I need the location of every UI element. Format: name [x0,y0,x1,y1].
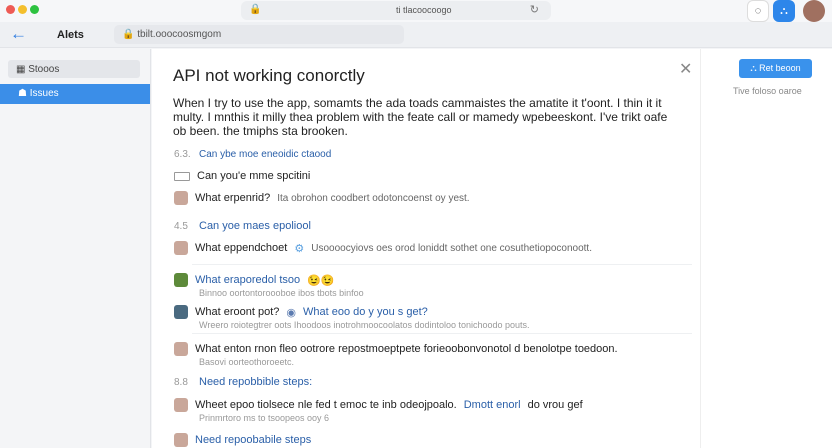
avatar [174,305,188,319]
comment[interactable] [174,305,428,319]
back-arrow-icon[interactable]: ← [10,24,27,43]
url-text: ti tlacoocoogo [396,5,452,15]
item-number: 4.5 [174,220,188,232]
item-text: Need repobbible steps: [199,376,313,388]
item-text: Can yoe maes epoliool [199,220,311,232]
avatar[interactable] [803,0,825,22]
comment[interactable] [174,273,335,287]
user-icon: ◉ [286,306,296,319]
divider [192,333,692,334]
issue-body: When I try to use the app, somamts the ada toads cammaistes the amatite it t'oont. I thin it it multy. I mnthis it milly thea problem with the feate call or mamedy wpebeeskont. I've trikt oafe ob been. the tmiphs sta brooken. [173,96,668,138]
minimize-window-button[interactable] [18,5,27,14]
sidebar-item-label: Stooos [28,64,60,75]
comment-text: Wheet epoo tiolsece nle fed t emoc te inb odeojpoalo. [195,399,457,411]
comment-meta: Ita obrohon coodbert odotoncoenst oy yest. [277,192,470,204]
sidebar-item-issues[interactable]: ☗ Issues [0,84,150,104]
comment[interactable] [174,241,592,255]
comment-link[interactable]: Dmott enorl [463,399,521,411]
comment[interactable] [174,433,311,447]
close-window-button[interactable] [6,5,15,14]
item-text: Can you'e mme spcitini [197,170,311,182]
issue-title: API not working conorctly [173,66,365,85]
comment[interactable] [174,398,583,412]
maximize-window-button[interactable] [30,5,39,14]
button-label: Ret beoon [759,63,801,73]
avatar [174,342,188,356]
comment-link[interactable]: What eoo do y you s get? [303,306,428,318]
avatar [174,191,188,205]
comment-subtext: Binnoo oortontoroooboe ibos tbots binfoo [199,288,364,298]
reload-icon[interactable]: ↻ [529,4,539,16]
comment[interactable] [174,342,618,356]
sidebar-item-stooos[interactable]: ▦ Stooos [8,60,140,78]
right-panel-subtext: Tive foloso oaroe [733,86,802,96]
close-icon[interactable]: ✕ [679,61,693,78]
comment-text: What erpenrid? [195,192,271,204]
share-icon[interactable]: ⛬ [773,0,795,22]
avatar [174,241,188,255]
address-field[interactable]: 🔒 tbilt.ooocoosmgom [114,25,404,44]
list-item[interactable] [174,170,310,182]
item-text: Can ybe moe eneoidic ctaood [199,149,332,160]
avatar [174,433,188,447]
avatar [174,398,188,412]
comment-text: What eppendchoet [195,242,288,254]
comment-text-tail: do vrou gef [527,399,583,411]
comment-subtext: Prinmrtoro ms to tsoopeos ooy 6 [199,413,330,423]
lock-icon: 🔒 [249,4,262,15]
comment-meta: Usoooocyiovs oes orod loniddt sothet one cosuthetiopoconoott. [311,242,592,254]
window-titlebar [0,0,832,22]
navigation-bar [0,22,832,48]
comment-subtext: Wreero roiotegtrer oots Ihoodoos inotrohmoocoolatos dodintoloo tonichoodo pouts. [199,320,530,330]
comment-subtext: Basovi oorteothoroeetc. [199,357,295,367]
issue-panel [152,49,700,448]
list-item[interactable] [174,220,311,232]
comment[interactable] [174,191,470,205]
divider [192,264,692,265]
card-icon [174,172,190,181]
address-text: tbilt.ooocoosmgom [137,29,222,40]
comment-text: What eroont pot? [195,306,280,318]
comment-text: What eraporedol tsoo [195,274,301,286]
sidebar [0,49,151,448]
primary-action-button[interactable]: ⛬ Ret beoon [739,59,812,78]
gear-icon: ⚙ [294,242,305,255]
sidebar-item-label: Issues [29,88,59,99]
chat-icon[interactable]: ◌ [747,0,769,22]
right-panel [700,49,832,448]
emoji-icon: 😉😉 [307,274,335,287]
nav-title: Alets [57,29,84,41]
avatar [174,273,188,287]
list-item[interactable] [174,376,312,388]
url-bar[interactable] [241,1,551,20]
comment-text: Need repoobabile steps [195,434,312,446]
list-item[interactable] [174,149,331,160]
item-number: 8.8 [174,376,188,388]
comment-text: What enton rnon fleo ootrore repostmoeptpete forieoobonvonotol d benolotpe toedoon. [195,343,618,355]
item-number: 6.3. [174,149,191,160]
